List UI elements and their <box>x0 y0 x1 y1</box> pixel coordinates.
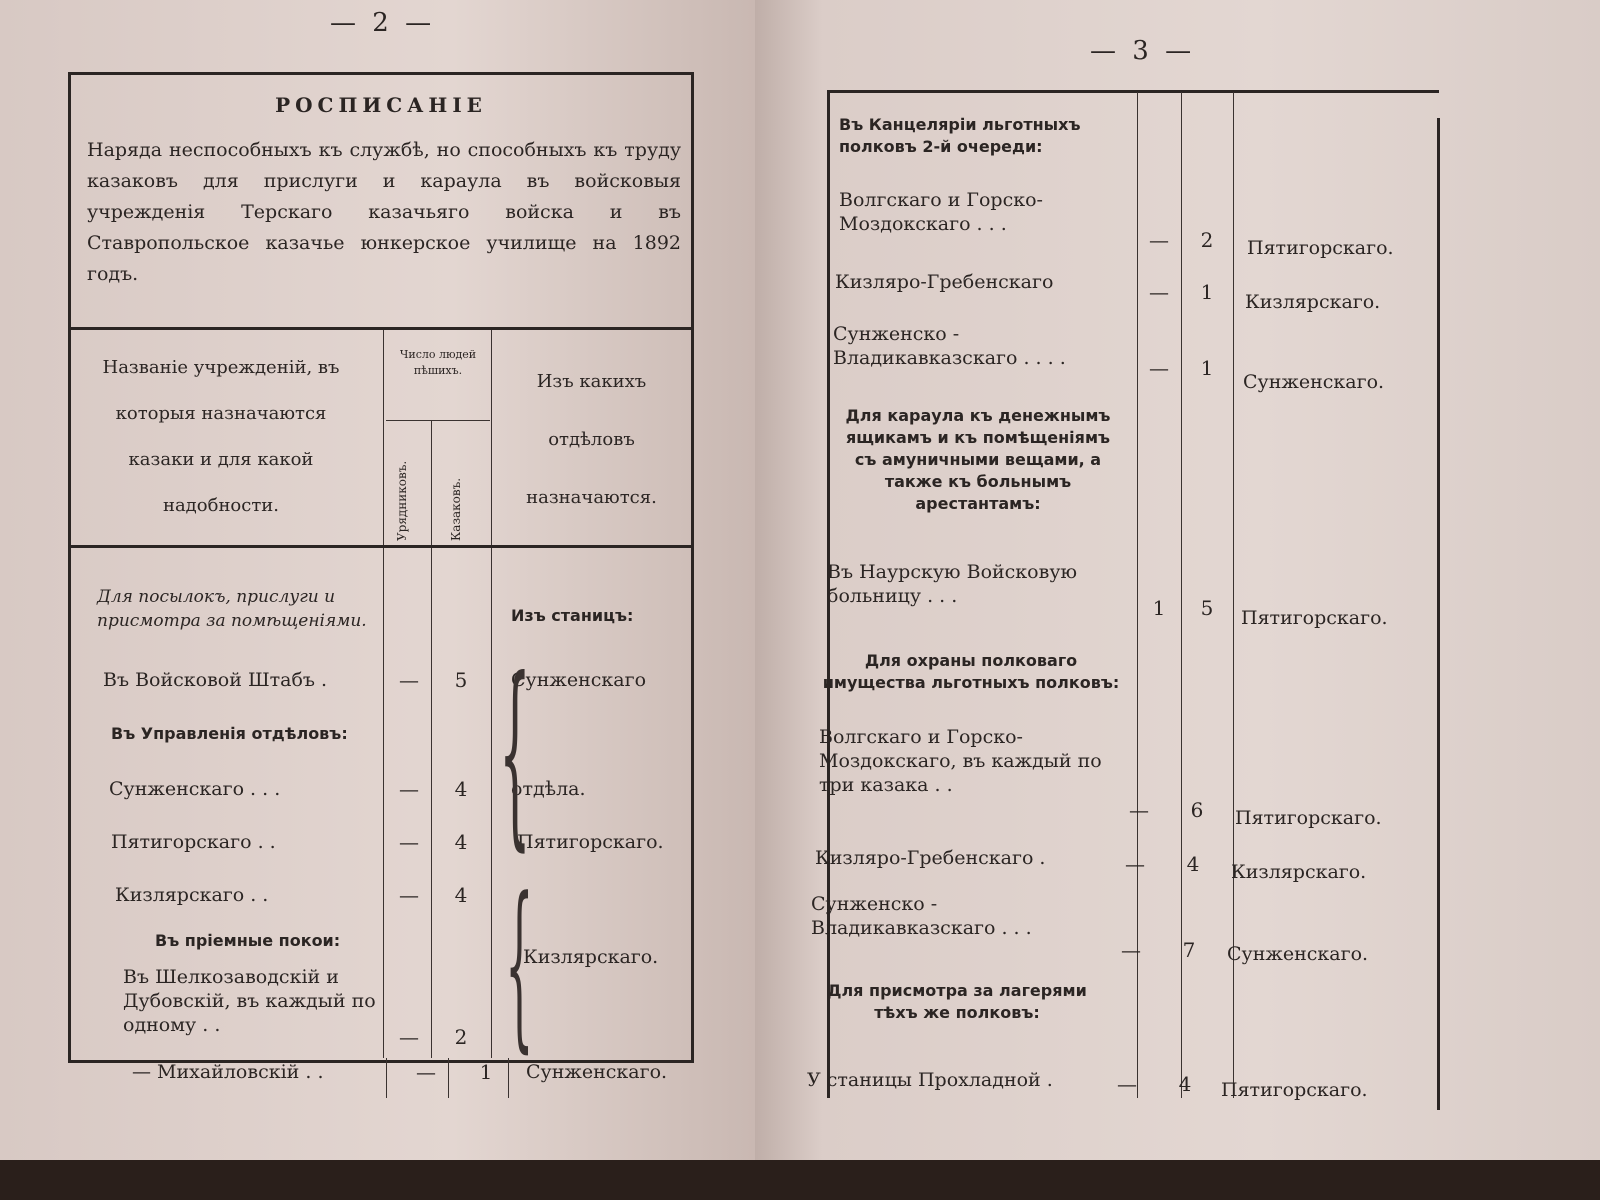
table-row <box>835 270 1125 294</box>
row-dots: . . . <box>244 778 281 800</box>
table-row <box>833 322 1123 370</box>
cell-dept: Пятигорскаго. <box>1247 237 1394 259</box>
row-dots: . . <box>251 831 276 853</box>
right-page <box>755 0 1600 1160</box>
row-name: Въ Шелкозаводскій и Дубовскій, въ каждый по одному <box>123 966 376 1036</box>
cell-dept: Сунженскаго. <box>1243 371 1385 393</box>
divider <box>386 420 490 421</box>
cell-kazaki: 1 <box>1200 356 1214 380</box>
cell-kazaki: 2 <box>454 1025 468 1049</box>
divider <box>71 327 691 330</box>
subsection-title: Въ Управленія отдѣловъ: <box>111 724 348 743</box>
cell-kazaki: 4 <box>454 883 468 907</box>
table-row <box>111 830 276 854</box>
header-institution: Названіе учрежденій, въ которыя назначаются казаки и для какой надобности. <box>102 357 340 516</box>
cell-dept: отдѣла. <box>511 778 586 800</box>
row-dots: . . . <box>970 213 1007 235</box>
cell-uryadniki: — <box>1149 356 1169 380</box>
header-count: Число людей пѣшихъ. <box>399 348 477 377</box>
subsection-title: Въ Канцеляріи льготныхъ полковъ 2-й очереди: <box>839 115 1081 156</box>
col-line <box>508 1058 509 1098</box>
row-name: Кизлярскаго <box>115 884 245 906</box>
divider <box>71 545 691 548</box>
top-border <box>827 90 1439 93</box>
table-row <box>123 965 383 1037</box>
cell-kazaki: 1 <box>479 1060 493 1084</box>
header-kazaki: Казаковъ. <box>449 477 463 541</box>
table-row <box>811 892 1111 940</box>
row-dots: . . <box>244 884 269 906</box>
cell-uryadniki: — <box>399 883 419 907</box>
cell-uryadniki: — <box>1149 228 1169 252</box>
cell-dept: Сунженскаго <box>511 669 647 691</box>
table-row <box>839 188 1129 236</box>
row-name: Сунженско - Владикавказскаго <box>811 893 996 939</box>
schedule-table <box>68 72 694 1069</box>
row-dots: . . . <box>995 917 1032 939</box>
table-row <box>115 883 268 907</box>
page-number: — 2 — <box>330 8 436 38</box>
row-dots: . . . <box>921 585 958 607</box>
cell-dept: Сунженскаго. <box>1227 943 1369 965</box>
page-number: — 3 — <box>1090 36 1196 66</box>
brace: { <box>505 860 534 1069</box>
cell-kazaki: 7 <box>1182 938 1196 962</box>
cell-uryadniki: — <box>399 668 419 692</box>
col-line <box>448 1058 449 1098</box>
row-dots: . <box>1033 847 1046 869</box>
col-line <box>383 330 384 1058</box>
cell-uryadniki: — <box>416 1060 436 1084</box>
subsection-title: Для присмотра за лагерями тѣхъ же полковъ: <box>827 981 1087 1022</box>
cell-dept: Пятигорскаго. <box>1241 607 1388 629</box>
cell-dept: Кизлярскаго. <box>523 946 659 968</box>
row-name: Волгскаго и Горско-Моздокскаго <box>839 189 1043 235</box>
subsection-title: Въ пріемные покои: <box>155 931 341 950</box>
brace: { <box>499 636 531 869</box>
row-name: Въ Наурскую Войсковую больницу <box>827 561 1078 607</box>
cell-uryadniki: — <box>399 830 419 854</box>
cell-kazaki: 4 <box>454 830 468 854</box>
row-dots: . . . . <box>1017 347 1066 369</box>
table-row <box>819 725 1119 797</box>
header-from: Изъ какихъ отдѣловъ назначаются. <box>526 371 657 508</box>
cell-uryadniki: — <box>399 1025 419 1049</box>
cell-kazaki: 6 <box>1190 798 1204 822</box>
table-row <box>807 1068 1107 1092</box>
intro-text: Наряда неспособныхъ къ службѣ, но способныхъ къ труду казаковъ для прислуги и караула въ войсковыя учрежденія Терскаго казачьяго войска и въ Ставропольское казачье юнкерское училище на 1892 годъ. <box>87 139 681 285</box>
cell-uryadniki: — <box>1125 852 1145 876</box>
row-dots: . . <box>299 1061 324 1083</box>
row-name: Кизляро-Гребенскаго <box>835 271 1054 293</box>
row-name: Въ Войсковой Штабъ <box>103 669 315 691</box>
table-row <box>132 1060 324 1084</box>
table-row <box>815 846 1115 870</box>
cell-dept: Пятигорскаго. <box>1235 807 1382 829</box>
cell-dept: Сунженскаго. <box>526 1061 668 1083</box>
cell-kazaki: 5 <box>1200 596 1214 620</box>
subsection-title: Для караула къ денежнымъ ящикамъ и къ помѣщеніямъ съ амуничными вещами, а также къ больнымъ арестантамъ: <box>845 406 1111 513</box>
row-dots: . <box>315 669 328 691</box>
section-title: Для посылокъ, прислуги и присмотра за помѣщеніями. <box>97 587 367 631</box>
cell-uryadniki: — <box>399 777 419 801</box>
row-name: Сунженскаго <box>109 778 245 800</box>
cell-uryadniki: — <box>1149 280 1169 304</box>
row-name: Пятигорскаго <box>111 831 252 853</box>
cell-dept: Кизлярскаго. <box>1231 861 1367 883</box>
row-dots: . <box>1040 1069 1053 1091</box>
row-dots: . . <box>196 1014 221 1036</box>
col-line <box>386 1058 387 1098</box>
cell-kazaki: 1 <box>1200 280 1214 304</box>
table-row <box>103 668 327 692</box>
cell-kazaki: 5 <box>454 668 468 692</box>
cell-kazaki: 4 <box>1186 852 1200 876</box>
row-name: Кизляро-Гребенскаго <box>815 847 1034 869</box>
header-uryadniki: Урядниковъ. <box>395 460 409 541</box>
cell-dept: Пятигорскаго. <box>517 831 664 853</box>
from-stanits: Изъ станицъ: <box>511 606 634 625</box>
table-row <box>827 560 1127 608</box>
cell-uryadniki: — <box>1121 938 1141 962</box>
cell-uryadniki: — <box>1129 798 1149 822</box>
cell-kazaki: 2 <box>1200 228 1214 252</box>
col-line <box>431 420 432 1058</box>
left-page <box>0 0 756 1160</box>
cell-kazaki: 4 <box>1178 1072 1192 1096</box>
right-border <box>1437 118 1440 1110</box>
row-name: — Михайловскій <box>132 1061 300 1083</box>
row-name: Сунженско - Владикавказскаго <box>833 323 1018 369</box>
row-name: Волгскаго и Горско-Моздокскаго, въ каждый по три казака <box>819 726 1102 796</box>
page-title: РОСПИСАНІЕ <box>275 93 487 117</box>
row-name: У станицы Прохладной <box>807 1069 1041 1091</box>
row-dots: . . <box>928 774 953 796</box>
cell-dept: Кизлярскаго. <box>1245 291 1381 313</box>
cell-kazaki: 4 <box>454 777 468 801</box>
col-line <box>491 330 492 1058</box>
cell-uryadniki: 1 <box>1152 596 1166 620</box>
cell-uryadniki: — <box>1117 1072 1137 1096</box>
table-row <box>109 777 280 801</box>
cell-dept: Пятигорскаго. <box>1221 1079 1368 1101</box>
subsection-title: Для охраны полковаго имущества льготныхъ полковъ: <box>822 651 1120 692</box>
